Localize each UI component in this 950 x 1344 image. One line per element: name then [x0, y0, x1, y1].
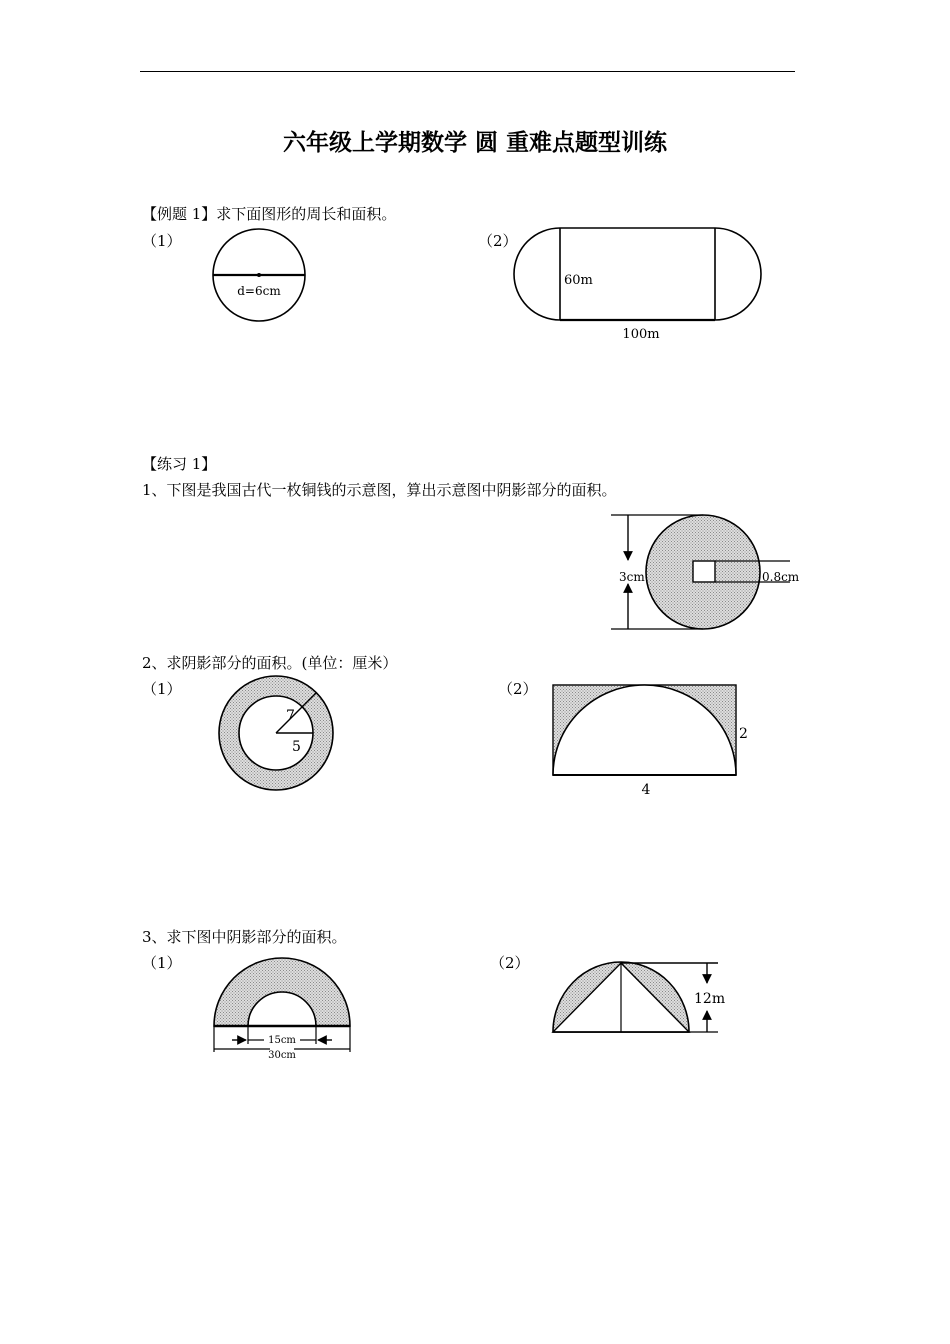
header-rule	[140, 71, 795, 72]
rect-semicircle-figure	[548, 680, 758, 800]
page-title: 六年级上学期数学 圆 重难点题型训练	[282, 130, 667, 156]
example1-part2-label: （2）	[478, 232, 518, 250]
q2-part1-label: （1）	[142, 680, 182, 698]
half-ring-figure	[208, 952, 358, 1064]
rect-height-label: 2	[739, 726, 748, 742]
coin-square-label: 0.8cm	[762, 570, 800, 584]
q2-part2-label: （2）	[498, 680, 538, 698]
coin-diameter-label: 3cm	[619, 570, 645, 584]
q3-part2-label: （2）	[490, 954, 530, 972]
example1-part1-label: （1）	[142, 232, 182, 250]
diameter-label: d=6cm	[237, 284, 281, 298]
q3-text: 3、求下图中阴影部分的面积。	[142, 928, 347, 946]
rect-width-label: 4	[641, 782, 651, 798]
semicircle-triangle-figure	[548, 955, 738, 1040]
q2-text: 2、求阴影部分的面积。(单位：厘米）	[142, 654, 398, 672]
inner-diameter-label: 15cm	[268, 1035, 296, 1046]
practice1-heading: 【练习 1】	[142, 455, 217, 473]
track-length-label: 100m	[622, 327, 660, 342]
example1-heading: 【例题 1】求下面图形的周长和面积。	[142, 205, 397, 223]
ring-outer-label: 7	[286, 708, 295, 724]
outer-diameter-label: 30cm	[268, 1050, 296, 1061]
q3-part1-label: （1）	[142, 954, 182, 972]
track-height-label: 60m	[564, 273, 593, 288]
ring-figure	[212, 672, 342, 797]
track-figure	[510, 224, 770, 346]
q1-text: 1、下图是我国古代一枚铜钱的示意图，算出示意图中阴影部分的面积。	[142, 481, 617, 499]
circle-diameter-figure	[205, 222, 315, 327]
ring-inner-label: 5	[292, 739, 301, 755]
coin-figure	[605, 508, 815, 638]
radius-label: 12m	[694, 991, 726, 1007]
